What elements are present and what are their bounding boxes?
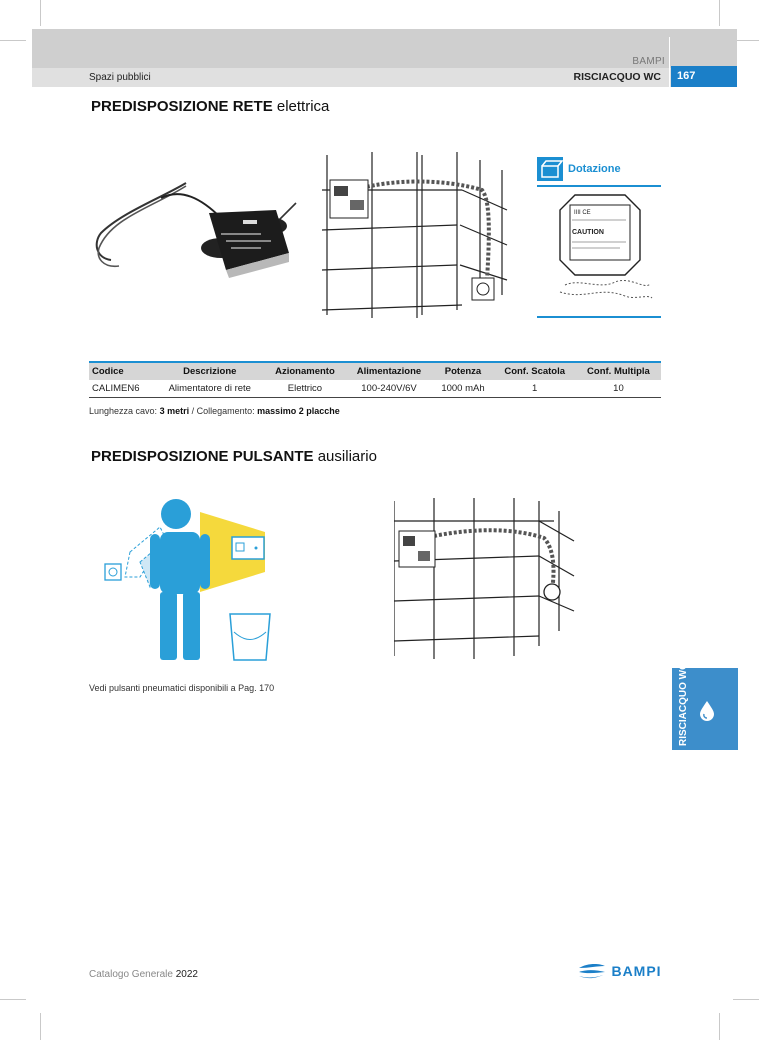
page-number: 167	[671, 66, 737, 87]
crop-mark	[0, 999, 26, 1000]
table-header-cell: Descrizione	[183, 366, 237, 377]
crop-mark	[719, 0, 720, 26]
table-header-cell: Potenza	[444, 366, 482, 377]
footer-catalog-label: Catalogo Generale	[89, 969, 173, 980]
table-cell: CALIMEN6	[92, 383, 140, 394]
section-title-light: ausiliario	[317, 448, 377, 465]
footer-year: 2022	[175, 969, 198, 980]
header-brand: BAMPI	[632, 56, 665, 67]
crop-mark	[0, 40, 26, 41]
svg-text:CAUTION: CAUTION	[572, 229, 604, 236]
table-cell: 100-240V/6V	[361, 383, 417, 394]
table-cell: Elettrico	[287, 383, 323, 394]
power-adapter-photo	[91, 178, 301, 283]
box-icon	[537, 157, 563, 181]
bampi-logo	[577, 962, 662, 980]
crop-mark	[40, 1013, 41, 1040]
table-cell: 10	[613, 383, 624, 394]
table-header-cell: Conf. Scatola	[504, 366, 566, 377]
table-cell: Alimentatore di rete	[168, 383, 251, 394]
header-section: Spazi pubblici	[89, 72, 151, 83]
page-header	[32, 29, 737, 87]
header-category: RISCIACQUO WC	[573, 71, 661, 83]
table-header-cell: Codice	[92, 366, 124, 377]
table-cell: 1000 mAh	[441, 383, 485, 394]
adapter-drawing	[540, 190, 660, 310]
table-row	[89, 380, 661, 398]
svg-text:IIII CE: IIII CE	[574, 210, 591, 216]
bampi-logo-icon	[577, 962, 607, 980]
table-header-row	[89, 362, 661, 380]
note-value: 3 metri	[159, 406, 190, 416]
section-title-light: elettrica	[276, 98, 330, 115]
section-title-rete	[91, 98, 329, 115]
cable-note	[89, 406, 340, 416]
note-value: massimo 2 placche	[257, 406, 340, 416]
dotazione-title: Dotazione	[568, 163, 621, 175]
crop-mark	[719, 1013, 720, 1040]
table-header-cell: Azionamento	[275, 366, 335, 377]
header-divider	[669, 37, 670, 87]
pushbutton-note: Vedi pulsanti pneumatici disponibili a Pag. 170	[89, 683, 275, 693]
table-cell: 1	[532, 383, 538, 394]
side-category-tab	[672, 662, 738, 750]
table-header-cell: Conf. Multipla	[587, 366, 650, 377]
table-header-cell: Alimentazione	[356, 366, 422, 377]
section-title-pulsante	[91, 448, 377, 465]
bampi-logo-text: BAMPI	[611, 963, 662, 979]
side-tab-label: RISCIACQUO WC	[678, 662, 689, 746]
wall-installation-drawing	[322, 150, 508, 320]
footer-catalog	[89, 969, 198, 980]
dotazione-header	[537, 155, 661, 187]
sensor-person-illustration	[100, 492, 280, 662]
water-drop-icon	[698, 700, 716, 722]
section-title-bold: PREDISPOSIZIONE RETE	[91, 98, 273, 115]
product-table	[89, 361, 661, 398]
crop-mark	[733, 999, 759, 1000]
dotazione-footer-line	[537, 316, 661, 318]
note-label: Lunghezza cavo:	[89, 406, 158, 416]
note-label: / Collegamento:	[191, 406, 255, 416]
wall-pushbutton-drawing	[394, 496, 580, 661]
crop-mark	[40, 0, 41, 26]
section-title-bold: PREDISPOSIZIONE PULSANTE	[91, 448, 314, 465]
